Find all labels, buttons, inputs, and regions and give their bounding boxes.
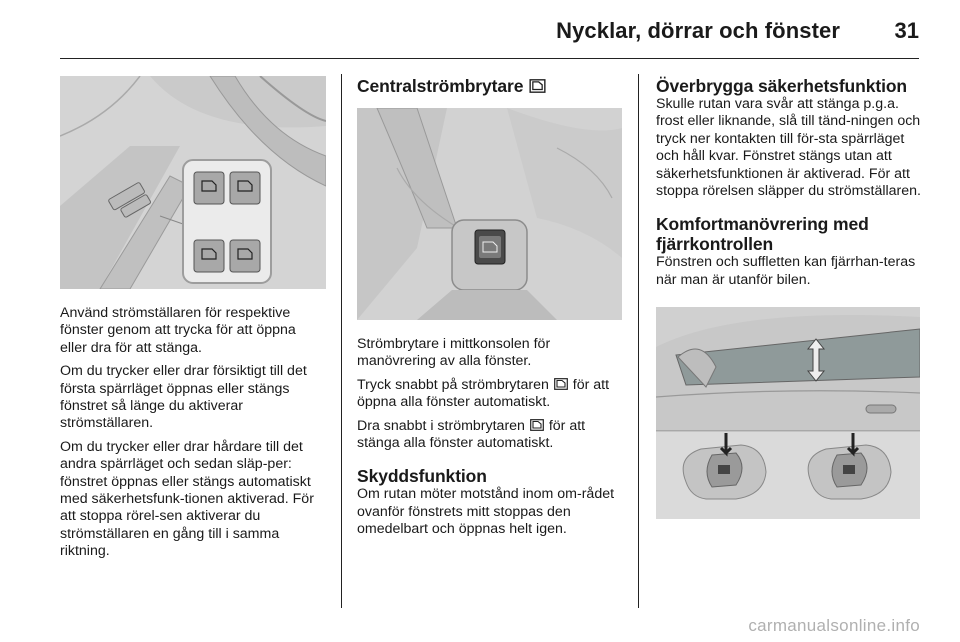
page-number: 31 [894, 18, 919, 43]
paragraph-text: Tryck snabbt på strömbrytaren [357, 376, 553, 393]
paragraph-text: för att stänga alla fönster automatiskt. [357, 417, 586, 452]
window-switch-icon [554, 378, 568, 390]
column-divider [638, 74, 639, 608]
center-console-illustration [357, 108, 622, 320]
paragraph [357, 377, 622, 412]
watermark: carmanualsonline.info [748, 616, 920, 635]
header-rule [60, 58, 919, 59]
column-3 [656, 76, 922, 519]
paragraph: Fönstren och suffletten kan fjärrhan-teras när man är utanför bilen. [656, 254, 916, 288]
section-heading [357, 76, 622, 96]
paragraph-text: Dra snabbt i strömbrytaren [357, 417, 529, 434]
center-console-figure [357, 108, 622, 320]
section-heading: Skyddsfunktion [357, 466, 487, 487]
paragraph: Skulle rutan vara svår att stänga p.g.a. frost eller liknande, slå till tänd-ningen och tryck ner kontakten till för-sta spärrläget och håll kvar. Fönstret stängs utan att säkerhetsfunktionen är aktiverad. För att stoppa rörelsen släpper du strömställaren. [656, 96, 921, 200]
section-heading [656, 214, 922, 254]
section-heading: Överbrygga säkerhetsfunktion [656, 76, 908, 96]
paragraph: Strömbrytare i mittkonsolen för manövrering av alla fönster. [357, 336, 551, 370]
paragraph-text: för att öppna alla fönster automatiskt. [357, 376, 610, 411]
column-divider [341, 74, 342, 608]
paragraph: Om rutan möter motstånd inom om-rådet ovanför fönstrets mitt stoppas den omedelbart och öppnas helt igen. [357, 486, 615, 538]
paragraph: Om du trycker eller drar försiktigt till det första spärrläget öppnas eller stängs fönstret så länge du aktiverar strömställaren. [60, 363, 307, 432]
remote-control-figure [656, 307, 920, 519]
window-switch-icon [529, 79, 546, 93]
column-2 [357, 76, 622, 545]
paragraph: Om du trycker eller drar hårdare till det andra spärrläget och sedan släp-per: fönstret öppnas eller stängs automatiskt med säkerhetsfunk-tionen aktiverad. För att stoppa rörel-sen aktiverar du strömställaren en gång till i samma riktning. [60, 438, 314, 560]
section-heading-line: Komfortmanövrering med [656, 214, 869, 235]
page-title: Nycklar, dörrar och fönster [556, 18, 840, 43]
paragraph [357, 418, 622, 453]
section-heading-text: Centralströmbrytare [357, 76, 524, 96]
paragraph: Använd strömställaren för respektive fönster genom att trycka för att öppna eller dra för att stänga. [60, 305, 296, 356]
column-1 [60, 76, 326, 567]
page-header [0, 0, 960, 58]
window-switch-icon [530, 419, 544, 431]
door-window-switch-figure [60, 76, 326, 289]
section-heading-line: fjärrkontrollen [656, 234, 774, 255]
remote-control-illustration [656, 307, 920, 519]
door-window-switch-illustration [60, 76, 326, 289]
